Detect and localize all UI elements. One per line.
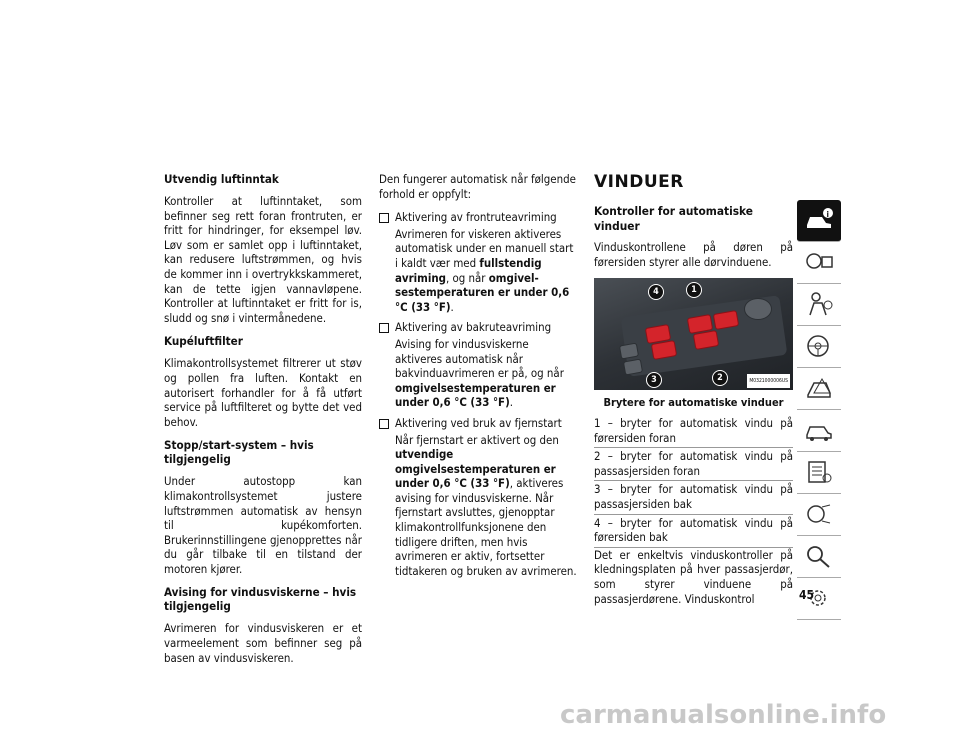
tab-index[interactable] <box>797 536 841 578</box>
heading-avising-viskere: Avising for vindusviskerne – hvis tilgjengelig <box>164 585 357 614</box>
callout-3: 3 <box>646 372 662 388</box>
bullet-bakrute <box>379 320 577 410</box>
bullet-body: Når fjernstart er aktivert og den utvendige omgivelsestemperaturen er under 0,6 °C (33 °F), aktiveres avising for vindusviskerne. Når fjernstart avsluttes, gjenopptar klimakontrollfunksjonene den tidligere driften, men hvis avrimeren er aktiv, fortsetter tidtakeren og bruken av avrimeren. <box>395 432 577 578</box>
paragraph-stopp-start: Under autostopp kan klimakontrollsystemet justere luftstrømmen automatisk av hensyn til kupékomforten. Brukerinnstillingene gjenopprettes når du går tilbake til en tilstand der motoren kjører. <box>164 474 362 576</box>
paragraph-luftinntak: Kontroller at luftinntaket, som befinner seg rett foran frontruten, er fritt for hindringer, for eksempel løv. Løv som er samlet opp i luftinntaket, kan redusere luftstrømmen, og hvis de kommer inn i overtrykkskammeret, kan de tette igjen vannavløpene. Kontroller at luftinntaket er fritt for is, sludd og snø i vintermånedene. <box>164 194 362 325</box>
heading-utvendig-luftinntak: Utvendig luftinntak <box>164 172 279 186</box>
dashboard-icon <box>804 249 834 275</box>
subheading-kontroller: Kontroller for automatiske vinduer <box>594 204 753 233</box>
tab-multimedia[interactable] <box>797 494 841 536</box>
car-service-icon <box>804 417 834 443</box>
paragraph-vindu-outro: Det er enkeltvis vinduskontroller på kledningsplaten på hver passasjerdør, som styrer vinduene på passasjerdørene. Vinduskontrol <box>594 547 793 606</box>
paragraph-kupeluftfilter: Klimakontrollsystemet filtrerer ut støv og pollen fra luften. Kontakt en autorisert forhandler for å få utført service på luftfilteret og bytte det ved behov. <box>164 356 362 429</box>
seatbelt-icon <box>804 291 834 317</box>
image-code: M0321000006US <box>747 374 790 389</box>
checklist-icon <box>804 459 834 485</box>
page-number: 45 <box>799 588 815 602</box>
checkbox-bullet-icon <box>379 323 389 333</box>
heading-kupeluftfilter: Kupéluftfilter <box>164 334 243 349</box>
checkbox-bullet-icon <box>379 213 389 223</box>
tab-safety[interactable] <box>797 284 841 326</box>
bullet-fjernstart <box>379 416 577 579</box>
bullet-heading: Aktivering ved bruk av fjernstart <box>395 415 562 430</box>
column-3 <box>594 172 793 615</box>
tab-emergency[interactable] <box>797 410 841 452</box>
tab-dashboard[interactable] <box>797 242 841 284</box>
window-switch-photo <box>594 278 793 390</box>
bullet-heading: Aktivering av frontruteavriming <box>395 210 557 225</box>
legend-item: 4 – bryter for automatisk vindu på førersiden bak <box>594 515 793 548</box>
callout-1: 1 <box>686 282 702 298</box>
callout-2: 2 <box>712 370 728 386</box>
bullet-body: Avising for vindusviskerne aktiveres automatisk når bakvinduavrimeren er på, og når omgivelsestemperaturen er under 0,6 °C (33 °F). <box>395 336 564 410</box>
tab-steering[interactable] <box>797 326 841 368</box>
bullet-frontrute <box>379 210 577 314</box>
paragraph-vindu-intro: Vinduskontrollene på døren på førersiden styrer alle dørvinduene. <box>594 240 793 269</box>
legend-item: 2 – bryter for automatisk vindu på passasjersiden foran <box>594 448 793 481</box>
callout-4: 4 <box>648 284 664 300</box>
heading-stopp-start: Stopp/start-system – hvis tilgjengelig <box>164 438 314 467</box>
paragraph-intro: Den fungerer automatisk når følgende forhold er oppfylt: <box>379 172 576 201</box>
tab-car-info[interactable] <box>797 200 841 242</box>
chapter-tabs <box>797 200 841 620</box>
bullet-body: Avrimeren for viskeren aktiveres automatisk under en manuell start i kaldt vær med fullstendig avriming, og når omgivelsestemperaturen er under 0,6 °C (33 °F). <box>395 226 574 314</box>
multimedia-icon <box>804 501 834 527</box>
figure-caption: Brytere for automatiske vinduer <box>603 396 784 410</box>
legend-item: 3 – bryter for automatisk vindu på passasjersiden bak <box>594 481 793 514</box>
checkbox-bullet-icon <box>379 419 389 429</box>
legend-item: 1 – bryter for automatisk vindu på førersiden foran <box>594 415 793 448</box>
column-1 <box>164 172 362 674</box>
section-title-vinduer: VINDUER <box>594 172 684 192</box>
tab-warning[interactable] <box>797 368 841 410</box>
column-2 <box>379 172 577 584</box>
magnifier-icon <box>804 543 834 569</box>
car-info-icon <box>804 207 834 233</box>
bullet-heading: Aktivering av bakruteavriming <box>395 320 552 335</box>
steering-wheel-icon <box>804 333 834 359</box>
warning-triangle-icon <box>804 375 834 401</box>
svg-text:i: i <box>826 210 829 219</box>
tab-maintenance[interactable] <box>797 452 841 494</box>
paragraph-avising-viskere: Avrimeren for vindusviskeren er et varmeelement som befinner seg på basen av vindusviskeren. <box>164 621 362 665</box>
footer-watermark: carmanualsonline.info <box>560 700 887 730</box>
